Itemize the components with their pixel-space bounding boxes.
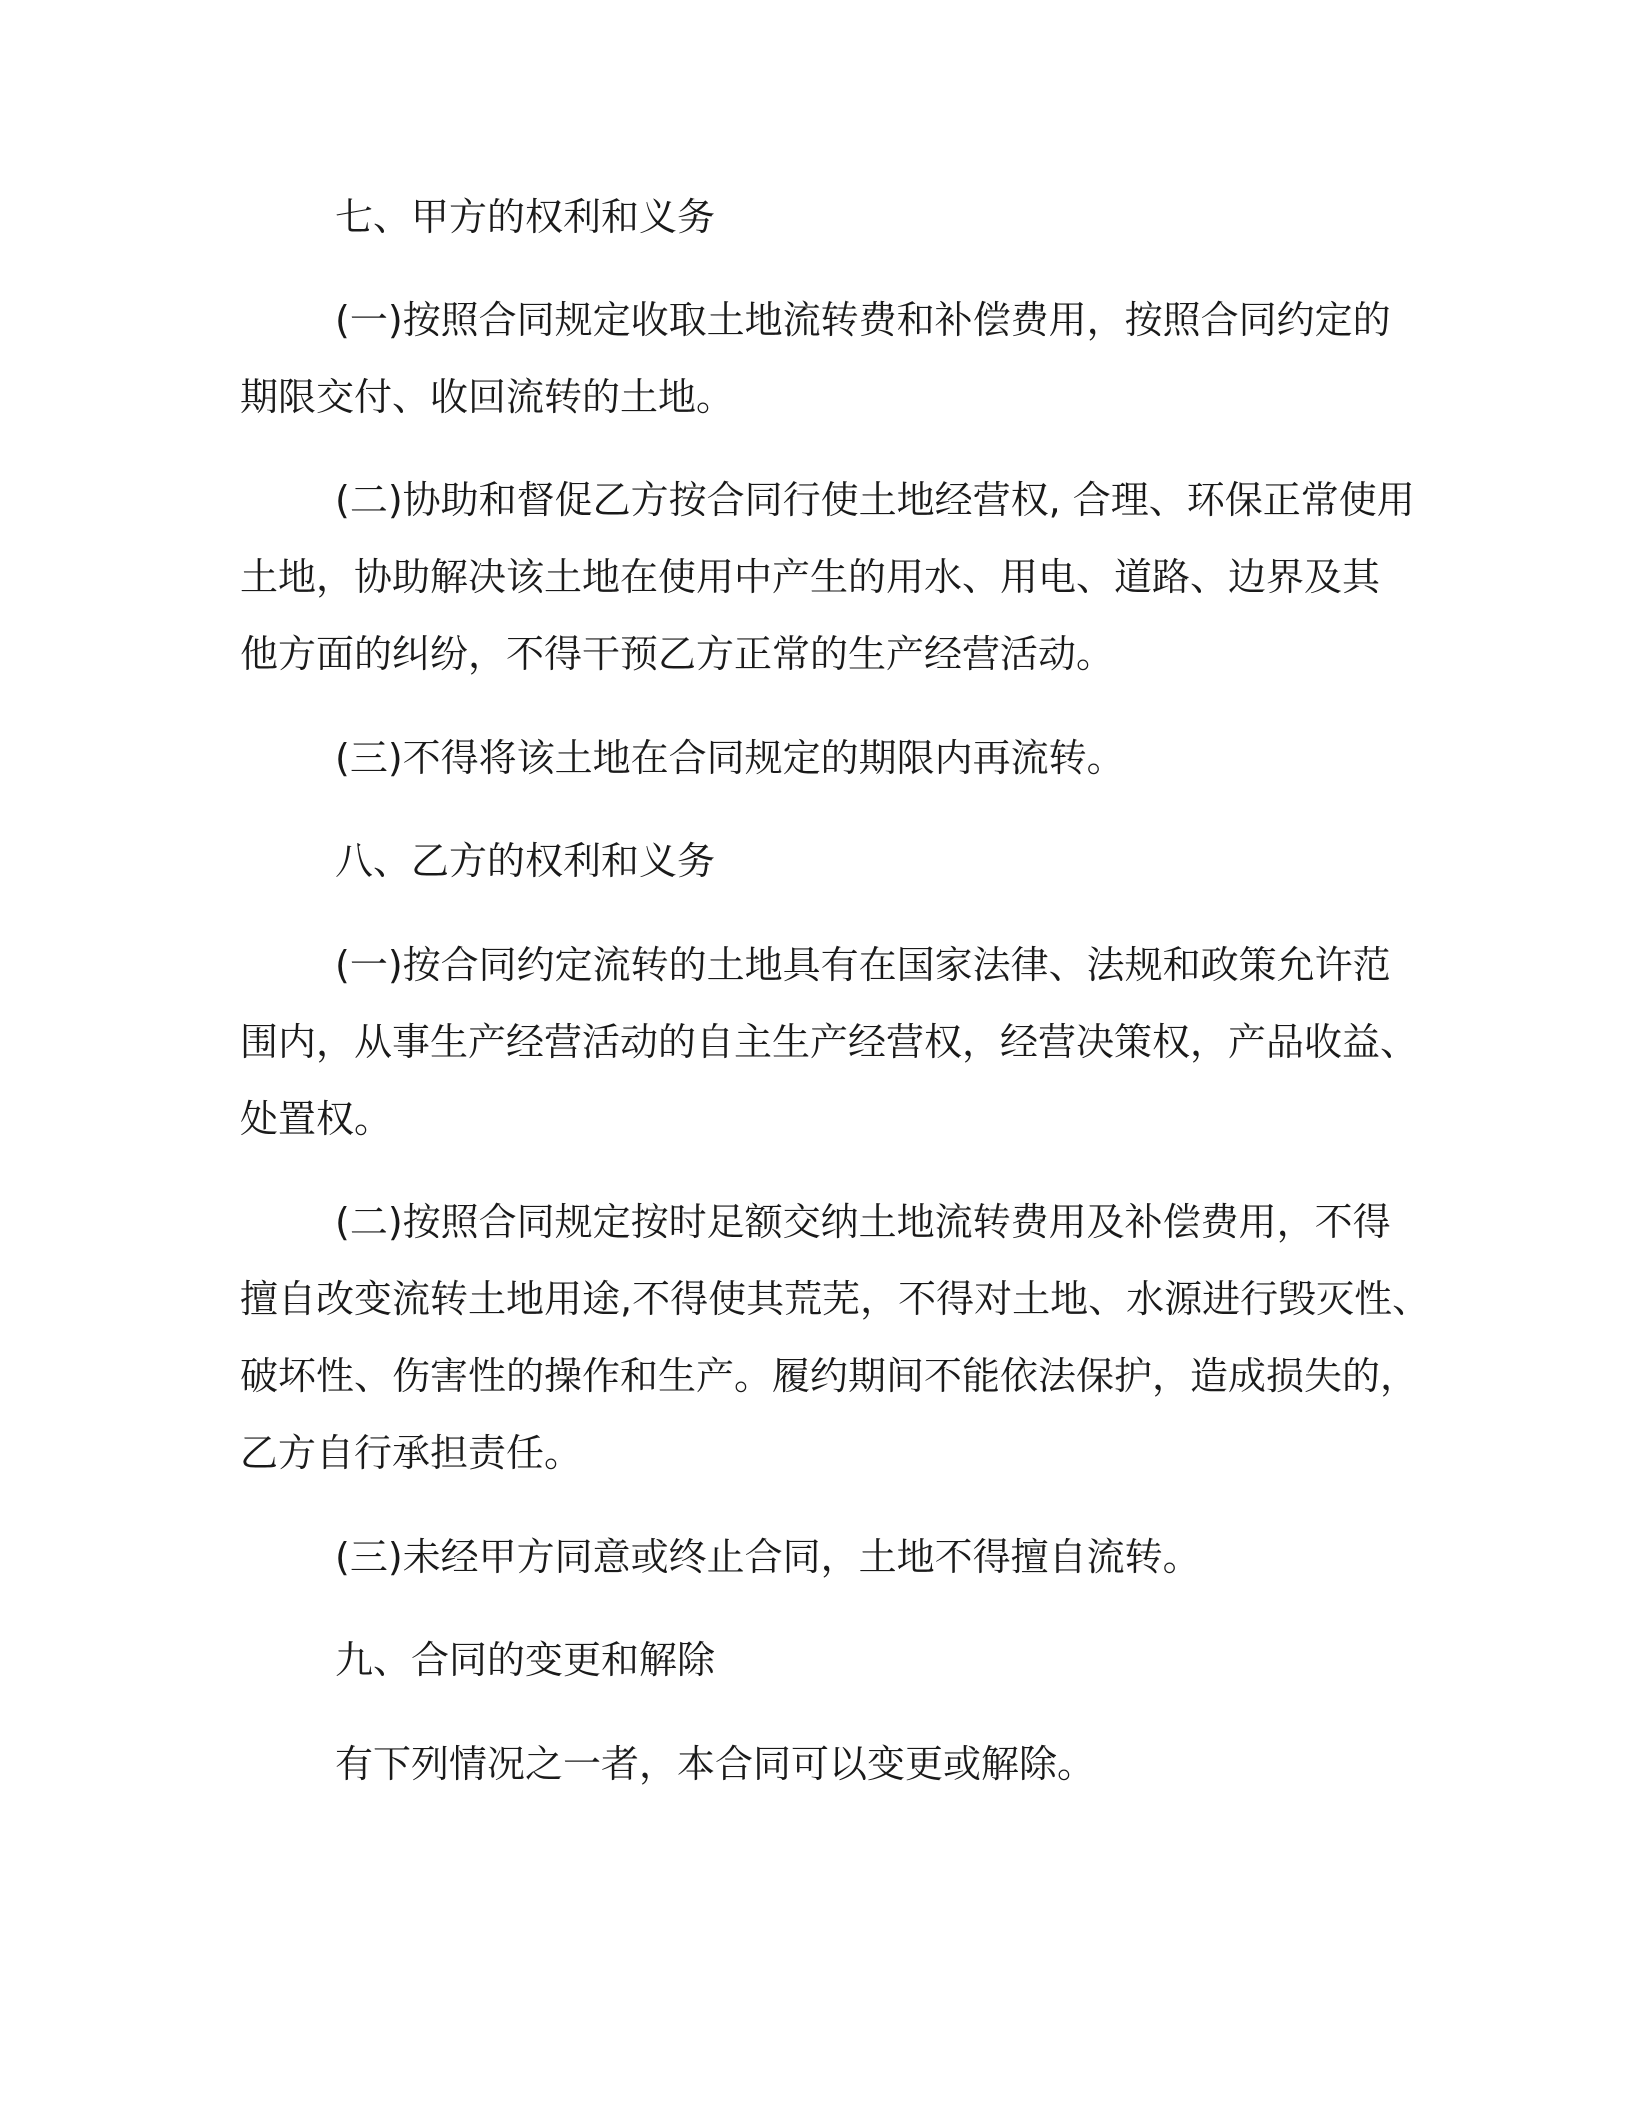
section-heading-8: 八、乙方的权利和义务 (335, 839, 716, 883)
paragraph-line: (二)按照合同规定按时足额交纳土地流转费用及补偿费用，不得 (335, 1200, 1391, 1244)
section-heading-7: 七、甲方的权利和义务 (335, 195, 716, 239)
paragraph-line: (一)按合同约定流转的土地具有在国家法律、法规和政策允许范 (335, 943, 1391, 987)
section-heading-9: 九、合同的变更和解除 (335, 1638, 716, 1682)
paragraph-line: 围内，从事生产经营活动的自主生产经营权，经营决策权，产品收益、 (240, 1020, 1419, 1064)
paragraph-line: 他方面的纠纷，不得干预乙方正常的生产经营活动。 (240, 632, 1115, 676)
paragraph-line: 处置权。 (240, 1097, 393, 1141)
paragraph-line: 擅自改变流转土地用途,不得使其荒芜，不得对土地、水源进行毁灭性、 (240, 1277, 1431, 1321)
paragraph-line: (三)未经甲方同意或终止合同，土地不得擅自流转。 (335, 1535, 1201, 1579)
paragraph-line: 有下列情况之一者，本合同可以变更或解除。 (335, 1742, 1096, 1786)
paragraph-line: (二)协助和督促乙方按合同行使土地经营权, 合理、环保正常使用 (335, 478, 1415, 522)
paragraph-line: 土地，协助解决该土地在使用中产生的用水、用电、道路、边界及其 (240, 555, 1381, 599)
paragraph-line: 乙方自行承担责任。 (240, 1431, 583, 1475)
paragraph-line: 破坏性、伤害性的操作和生产。履约期间不能依法保护，造成损失的， (240, 1354, 1419, 1398)
paragraph-line: (一)按照合同规定收取土地流转费和补偿费用，按照合同约定的 (335, 298, 1391, 342)
paragraph-line: 期限交付、收回流转的土地。 (240, 375, 735, 419)
paragraph-line: (三)不得将该土地在合同规定的期限内再流转。 (335, 736, 1125, 780)
